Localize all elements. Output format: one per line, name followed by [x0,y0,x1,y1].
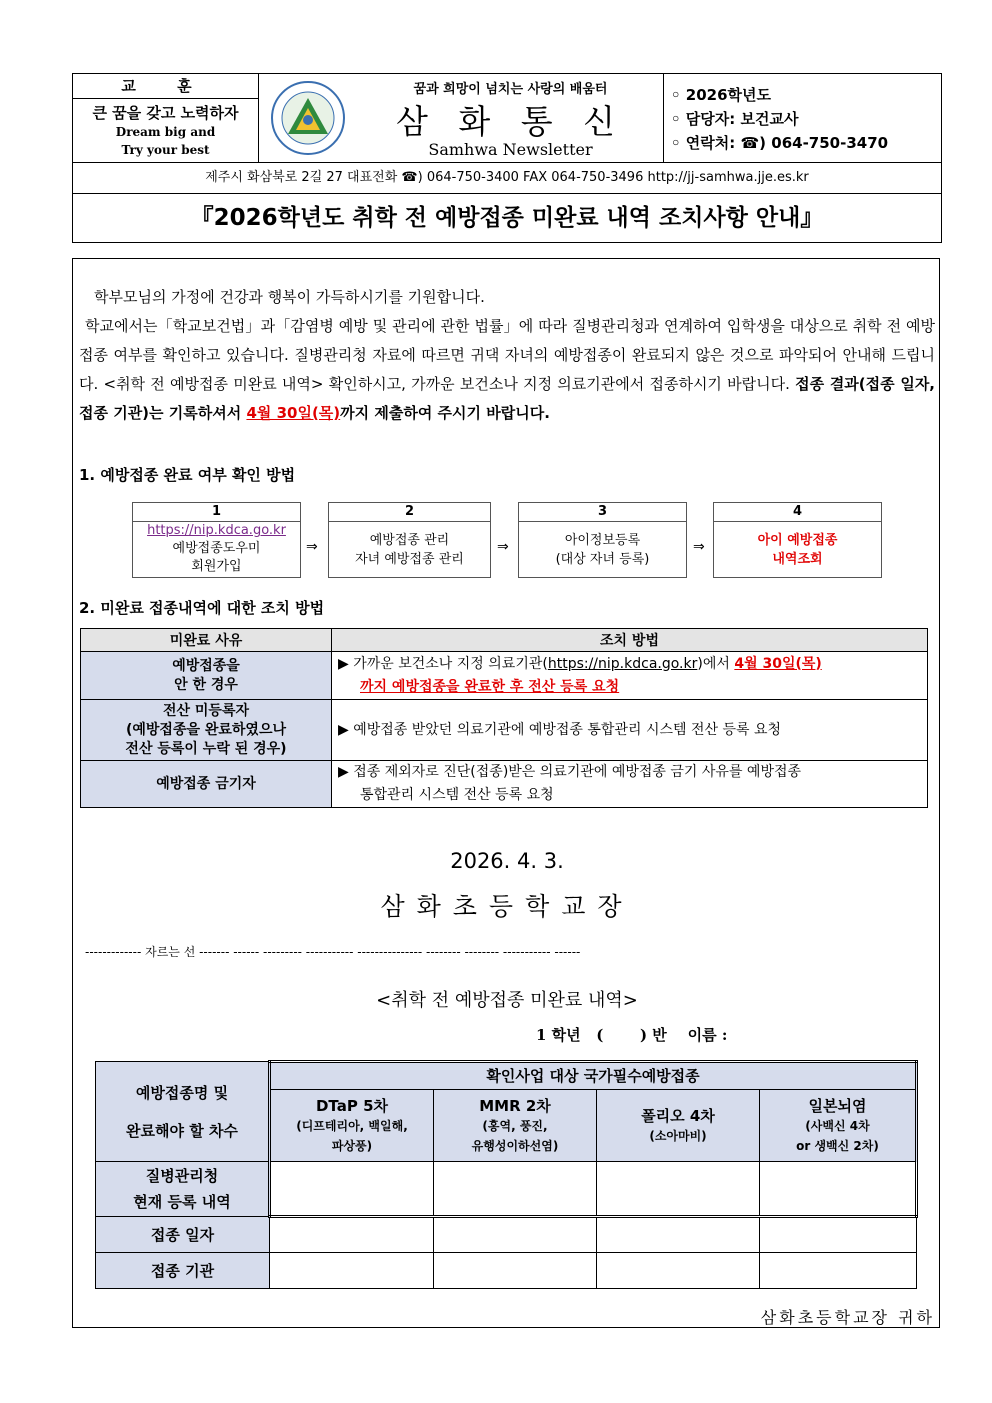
manager: ◦ 담당자: 보건교사 [671,110,799,128]
reason-text: (예방접종을 완료하였으나 [125,721,287,738]
intro-paragraph [79,312,935,428]
school-logo [258,74,358,162]
newsletter-title: 삼 화 통 신 [396,102,625,141]
step-number: 2 [329,503,490,522]
reason-cell: 예방접종 금기자 [81,761,332,808]
section1-title: 1. 예방접종 완료 여부 확인 방법 [79,466,296,484]
nip-link[interactable]: https://nip.kdca.go.kr [547,655,698,672]
input-cell[interactable] [270,1253,434,1289]
deadline-date: 4월 30일(목) [246,404,341,422]
row-header: 접종 일자 [96,1217,270,1253]
newsletter-title-box [358,74,664,162]
action-text: ▶ 가까운 보건소나 지정 의료기관( [338,655,548,672]
table-row [81,652,928,700]
student-info-line: 1 학년 ( ) 반 이름 : [536,1026,728,1044]
row-header: 접종 기관 [96,1253,270,1289]
school-motto-box [73,74,259,162]
action-text: )에서 [697,655,735,672]
record-cell [760,1162,917,1217]
vaccine-desc: 유행성이하선염) [471,1138,559,1153]
vaccine-name: 폴리오 4차 [641,1106,715,1125]
deadline-date: 4월 30일(목) [734,655,822,672]
row-header [96,1062,270,1162]
motto-title: 교 훈 [73,74,258,99]
contact-phone: ◦ 연락처: ☎) 064-750-3470 [671,134,889,152]
reason-cell [81,700,332,761]
input-cell[interactable] [760,1217,917,1253]
vaccine-desc: (소아마비) [649,1128,707,1143]
input-cell[interactable] [597,1253,760,1289]
school-slogan: 꿈과 희망이 넘치는 사랑의 배움터 [413,82,608,97]
step-1 [132,502,301,578]
reason-text: 전산 미등록자 [162,702,250,719]
input-cell[interactable] [434,1253,597,1289]
step-number: 4 [714,503,881,522]
intro-bold-end: 까지 제출하여 주시기 바랍니다. [340,404,550,422]
action-text: 통합관리 시스템 전산 등록 요청 [360,787,554,803]
document-title: 『2026학년도 취학 전 예방접종 미완료 내역 조치사항 안내』 [190,205,824,231]
record-cell [434,1162,597,1217]
vaccine-desc: (홍역, 풍진, [482,1118,548,1133]
reason-text: 안 한 경우 [174,676,238,693]
newsletter-meta [663,74,943,162]
step-number: 3 [519,503,686,522]
step-2 [328,502,491,578]
cut-line: ------------- 자르는 선 ------- ------ --------- ----------- --------------- -------- -------- ----------- ------ [85,945,581,959]
vaccine-group-header: 확인사업 대상 국가필수예방접종 [270,1062,917,1090]
reason-text: 전산 등록이 누락 된 경우) [125,740,287,757]
step-text: 아이정보등록 [564,533,641,548]
notice-body [72,258,940,1328]
table-row [81,761,928,808]
step-text: (대상 자녀 등록) [555,552,650,567]
reason-cell [81,652,332,700]
step-3 [518,502,687,578]
record-cell [270,1162,434,1217]
row-header-text: 완료해야 할 차수 [126,1121,238,1140]
action-cell: ▶ 예방접종 받았던 의료기관에 예방접종 통합관리 시스템 전산 등록 요청 [332,700,928,761]
step-4 [713,502,882,578]
step-text: 아이 예방접종 [757,533,838,548]
recipient-line: 삼화초등학교장 귀하 [760,1308,935,1327]
vaccine-header-dtap [270,1090,434,1162]
motto-english-2: Try your best [121,143,210,157]
notice-date: 2026. 4. 3. [450,849,564,873]
newsletter-header [72,73,942,243]
motto-korean: 큰 꿈을 갖고 노력하자 [92,104,239,122]
step-text: 내역조회 [772,552,823,567]
vaccine-name: MMR 2차 [479,1096,551,1115]
action-cell [332,761,928,808]
greeting: 학부모님의 가정에 건강과 행복이 가득하시기를 기원합니다. [94,288,485,306]
vaccine-desc: or 생백신 2차) [796,1138,879,1153]
principal-signature: 삼화초등학교장 [380,892,634,921]
motto-english-1: Dream big and [115,125,216,139]
action-cell [332,652,928,700]
action-text-red: 까지 예방접종을 완료한 후 전산 등록 요청 [360,678,620,695]
arrow-icon: ⇒ [693,539,705,555]
step-text: 자녀 예방접종 관리 [355,552,464,567]
arrow-icon: ⇒ [497,539,509,555]
vaccine-name: DTaP 5차 [315,1096,388,1115]
input-cell[interactable] [760,1253,917,1289]
row-header-text: 질병관리청 [145,1167,219,1185]
stub-title: <취학 전 예방접종 미완료 내역> [376,990,638,1011]
row-header-text: 현재 등록 내역 [133,1193,231,1211]
school-address: 제주시 화삼북로 2길 27 대표전화 ☎) 064-750-3400 FAX 064-750-3496 http://jj-samhwa.jje.es.kr [73,162,941,194]
column-header: 조치 방법 [332,629,928,652]
input-cell[interactable] [434,1217,597,1253]
vaccine-header-mmr [434,1090,597,1162]
action-table [80,628,928,808]
record-cell [597,1162,760,1217]
action-text: ▶ 접종 제외자로 진단(접종)받은 의료기관에 예방접종 금기 사유를 예방접종 [338,764,802,780]
intro-text: 학교에서는「학교보건법」과「감염병 예방 및 관리에 관한 법률」에 따라 질병관리청과 연계하여 입학생을 대상으로 취학 전 예방접종 여부를 확인하고 있습니다. 질병관리청 자료에 따르면 귀댁 자녀의 예방접종이 완료되지 않은 것으로 파악되어 안내해 드립니다. <취학 전 예방접종 미완료 내역> 확인하시고, 가까운 보건소나 지정 의료기관에서 접종하시기 바랍니다. [79,317,935,393]
row-header-text: 예방접종명 및 [135,1083,229,1102]
step-text: 회원가입 [191,559,242,574]
vaccine-desc: (디프테리아, 백일해, [296,1118,408,1133]
vaccine-name: 일본뇌염 [808,1096,867,1115]
column-header: 미완료 사유 [81,629,332,652]
step-number: 1 [133,503,300,522]
row-header [96,1162,270,1217]
step-text: 예방접종도우미 [172,541,261,556]
vaccine-desc: 파상풍) [331,1138,373,1153]
vaccination-record-table [95,1060,918,1289]
table-row [81,700,928,761]
section2-title: 2. 미완료 접종내역에 대한 조치 방법 [79,599,325,617]
arrow-icon: ⇒ [306,539,318,555]
reason-text: 예방접종을 [172,657,240,674]
newsletter-subtitle: Samhwa Newsletter [428,140,593,159]
nip-link[interactable]: https://nip.kdca.go.kr [147,523,286,538]
input-cell[interactable] [270,1217,434,1253]
input-cell[interactable] [597,1217,760,1253]
step-text: 예방접종 관리 [369,533,450,548]
school-year: ◦ 2026학년도 [671,86,772,104]
intro-bold: 접종 결과(접종 일자, 접종 기관)는 기록하셔서 [79,375,936,422]
vaccine-header-je [760,1090,917,1162]
vaccine-desc: (사백신 4차 [805,1118,870,1133]
vaccine-header-polio [597,1090,760,1162]
